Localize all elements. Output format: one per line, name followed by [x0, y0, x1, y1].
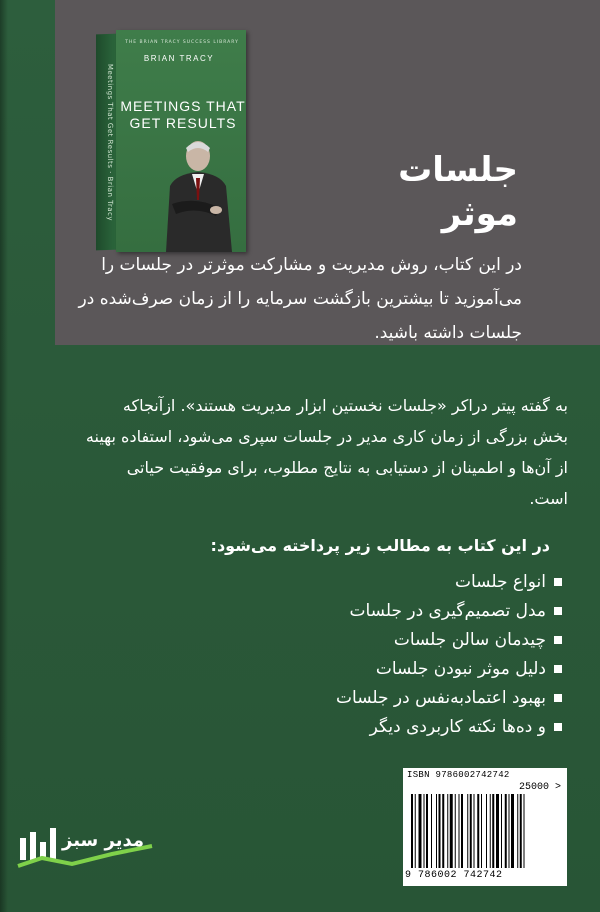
book-series-label: THE BRIAN TRACY SUCCESS LIBRARY — [125, 40, 239, 45]
book-title-line2: GET RESULTS — [129, 115, 237, 131]
list-item-text: مدل تصمیم‌گیری در جلسات — [349, 600, 546, 621]
list-item-text: چیدمان سالن جلسات — [393, 629, 546, 650]
list-item — [336, 567, 562, 596]
intro-line: می‌آموزید تا بیشترین بازگشت سرمایه را از زمان صرف‌شده در — [78, 289, 522, 309]
quote-line: بخش بزرگی از زمان کاری مدیر در جلسات سپری می‌شود، استفاده بهینه — [85, 427, 568, 446]
list-item — [336, 683, 562, 712]
book-title-line1: MEETINGS THAT — [120, 98, 246, 114]
quote-paragraph — [40, 390, 568, 514]
list-item-text: و ده‌ها نکته کاربردی دیگر — [369, 716, 546, 737]
barcode-bars — [411, 794, 561, 868]
author-photo — [146, 134, 236, 252]
quote-line: به گفته پیتر دراکر «جلسات نخستین ابزار مدیریت هستند». ازآنجاکه — [122, 396, 568, 415]
list-item-text: دلیل موثر نبودن جلسات — [375, 658, 546, 679]
square-bullet-icon — [554, 665, 562, 673]
spine-shadow — [0, 0, 8, 912]
intro-line: در این کتاب، روش مدیریت و مشارکت موثرتر در جلسات را — [101, 255, 522, 275]
book-author: BRIAN TRACY — [143, 54, 215, 63]
list-item — [336, 654, 562, 683]
square-bullet-icon — [554, 636, 562, 644]
list-item-text: بهبود اعتمادبه‌نفس در جلسات — [336, 687, 546, 708]
square-bullet-icon — [554, 694, 562, 702]
square-bullet-icon — [554, 578, 562, 586]
square-bullet-icon — [554, 607, 562, 615]
topics-list — [336, 567, 562, 741]
book-front-cover — [116, 30, 246, 252]
quote-line: از آن‌ها و اطمینان از دستیابی به نتایج مطلوب، برای موفقیت حیاتی — [126, 458, 568, 477]
intro-paragraph — [60, 248, 522, 350]
list-item-text: انواع جلسات — [455, 571, 546, 592]
list-item — [336, 625, 562, 654]
barcode-label — [403, 768, 567, 886]
publisher-logo — [12, 818, 162, 878]
square-bullet-icon — [554, 723, 562, 731]
title-line-2: موثر — [441, 194, 518, 234]
book-image — [96, 30, 246, 252]
book-spine-text: Meetings That Get Results · Brian Tracy — [106, 63, 114, 222]
book-title — [120, 98, 246, 132]
persian-title — [398, 148, 518, 236]
list-item — [336, 712, 562, 741]
isbn-bottom-text: 9 786002 742742 — [405, 870, 503, 881]
quote-line: است. — [529, 489, 568, 508]
title-line-1: جلسات — [398, 150, 518, 190]
book-spine — [96, 34, 118, 251]
isbn-top-text: ISBN 9786002742742 — [407, 770, 510, 780]
publisher-name: مدیر سبز — [62, 830, 145, 851]
price-text: 25000 > — [518, 782, 561, 793]
intro-line: جلسات داشته باشید. — [374, 323, 522, 343]
topics-heading: در این کتاب به مطالب زیر پرداخته می‌شود: — [210, 536, 550, 555]
list-item — [336, 596, 562, 625]
